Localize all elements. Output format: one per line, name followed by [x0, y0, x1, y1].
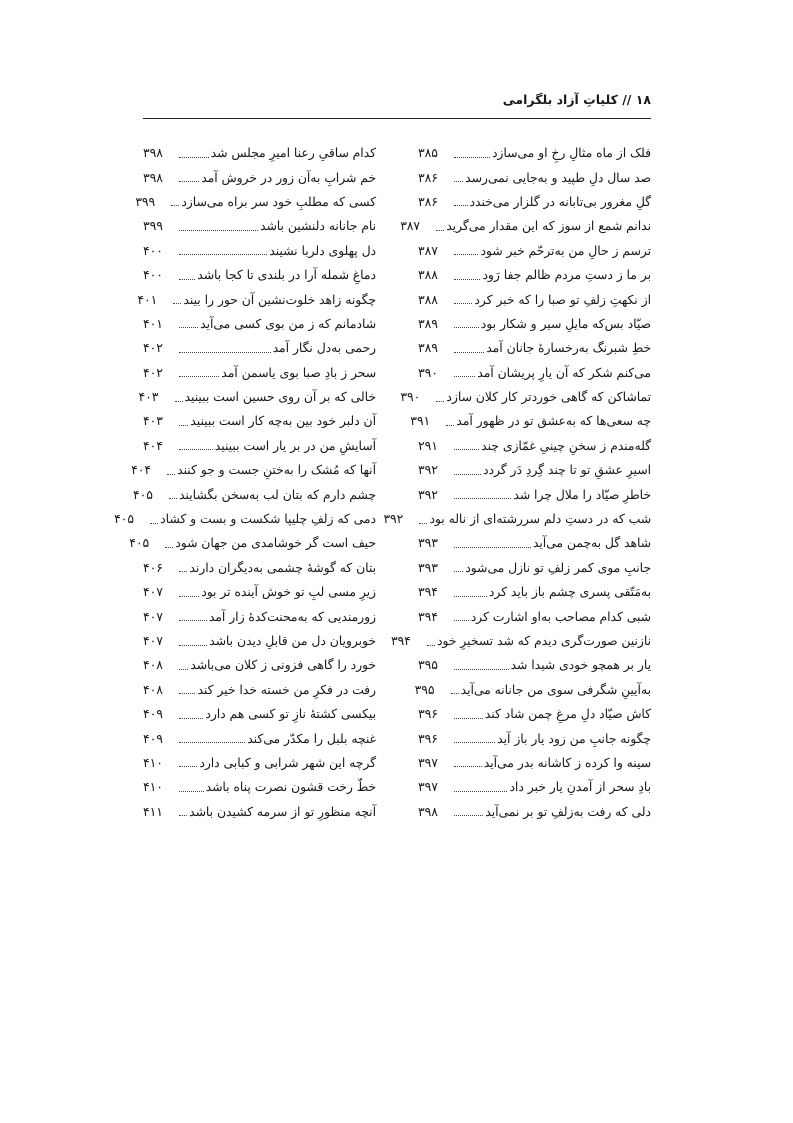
toc-entry	[138, 385, 376, 409]
toc-entry-title: فلک از ماه مثالِ رخِ او می‌سازد	[491, 146, 651, 161]
dot-leader	[454, 250, 478, 255]
toc-entry-page-number: ۴۰۸	[143, 658, 163, 673]
dot-leader	[179, 738, 245, 743]
toc-entry-title: رفت در فکرِ من خسته خدا خیر کند	[197, 682, 376, 697]
dot-leader	[454, 567, 463, 572]
toc-entry-title: اسیرِ عشقِ تو تا چند گِردِ دَر گردد	[483, 463, 651, 478]
toc-entry-page-number: ۳۹۵	[418, 658, 438, 673]
dot-leader	[179, 372, 219, 377]
toc-entry	[143, 726, 376, 750]
toc-entry-page-number: ۴۰۶	[143, 560, 163, 575]
toc-entry-page-number: ۴۰۰	[143, 268, 163, 283]
toc-entry	[143, 629, 376, 653]
toc-entry	[143, 165, 376, 189]
toc-entry	[400, 214, 651, 238]
toc-entry-title: شب که در دستِ دلم سررشته‌ای از ناله بود	[429, 512, 651, 527]
toc-entry	[418, 263, 651, 287]
dot-leader	[454, 616, 469, 621]
toc-entry-title: بتان که گوشۀ چشمی به‌دیگران دارند	[189, 560, 376, 575]
toc-entry-page-number: ۳۹۷	[418, 755, 438, 770]
dot-leader	[167, 470, 175, 475]
toc-entry	[143, 653, 376, 677]
toc-entry-title: شادمانم که ز من بوی کسی می‌آید	[200, 316, 376, 331]
toc-entry-title: گرچه این شهر شرابی و کبابی دارد	[199, 755, 376, 770]
toc-entry	[418, 239, 651, 263]
toc-entry-title: صیّاد بس‌که مایلِ سیر و شکار بود	[480, 316, 651, 331]
toc-entry	[418, 580, 651, 604]
toc-entry-title: گلِ مغرور بی‌تابانه در گلزار می‌خندد	[469, 194, 651, 209]
toc-entry-title: رحمی به‌دل نگار آمد	[272, 341, 376, 356]
toc-entry	[143, 312, 376, 336]
toc-entry-page-number: ۳۸۹	[418, 341, 438, 356]
toc-entry-page-number: ۲۹۱	[418, 438, 438, 453]
dot-leader	[179, 665, 188, 670]
dot-leader	[454, 787, 507, 792]
toc-entry-title: دمی که زلفِ چلیپا شکست و بست و کشاد	[160, 512, 376, 527]
toc-entry-title: گله‌مندم ز سخنِ چینیِ غمّازی چند	[481, 438, 651, 453]
toc-entry-title: دماغِ شمله آرا در بلندی تا کجا باشد	[197, 268, 376, 283]
dot-leader	[150, 519, 158, 524]
dot-leader	[179, 689, 195, 694]
toc-entry-title: دلی که رفت به‌زلفِ تو بر نمی‌آید	[485, 804, 651, 819]
toc-entry	[383, 507, 651, 531]
toc-entry-page-number: ۴۱۰	[143, 755, 163, 770]
toc-entry-page-number: ۴۰۱	[143, 316, 163, 331]
toc-entry-title: نازنین صورت‌گری دیدم که شد تسخیرِ خود	[436, 634, 651, 648]
dot-leader	[179, 348, 271, 353]
toc-entry-title: غنچه بلبل را مکدّر می‌کند	[247, 731, 376, 746]
toc-entry-title: به‌آیینِ شگرفی سوی من جانانه می‌آید	[460, 682, 651, 697]
toc-entry-page-number: ۳۸۷	[418, 243, 438, 258]
toc-entry-page-number: ۳۹۴	[390, 634, 411, 648]
toc-entry-page-number: ۴۰۸	[143, 682, 163, 697]
dot-leader	[454, 494, 511, 499]
toc-entry	[143, 263, 376, 287]
toc-entry	[143, 336, 376, 360]
toc-entry	[390, 629, 651, 653]
toc-entry-page-number: ۳۹۶	[418, 707, 438, 722]
toc-column-left	[114, 141, 376, 824]
toc-entry	[418, 336, 651, 360]
dot-leader	[179, 714, 203, 719]
toc-entry-page-number: ۴۰۵	[129, 536, 150, 551]
toc-entry	[400, 385, 651, 409]
toc-entry	[418, 190, 651, 214]
dot-leader	[454, 762, 482, 767]
toc-entry-title: ندانم شمع از سوز که این مقدار می‌گرید	[446, 219, 651, 234]
toc-entry	[418, 434, 651, 458]
toc-entry-title: بیکسی کشتۀ نازِ تو کسی هم دارد	[205, 707, 376, 722]
toc-entry-title: چشم دارم که بتان لب به‌سخن بگشایند	[179, 487, 376, 502]
toc-entry-page-number: ۴۰۹	[143, 731, 163, 746]
toc-entry-title: خوبرویان دل من قابلِ دیدن باشد	[209, 634, 376, 648]
toc-entry-page-number: ۴۰۳	[138, 390, 159, 405]
toc-entry-page-number: ۴۰۷	[143, 634, 163, 648]
toc-entry-page-number: ۳۸۸	[418, 292, 438, 307]
toc-entry-page-number: ۴۰۵	[114, 512, 134, 527]
toc-entry-title: خورد را گاهی فزونی ز کلان می‌باشد	[190, 658, 376, 673]
toc-entry	[418, 458, 651, 482]
toc-entry-page-number: ۳۹۹	[135, 194, 156, 209]
toc-entry-title: تماشاکن که گاهی خوردتر کار کلان سازد	[446, 390, 651, 405]
dot-leader	[454, 153, 490, 158]
dot-leader	[427, 641, 435, 646]
toc-entry-title: صد سال دلِ طپید و به‌جایی نمی‌رسد	[465, 170, 651, 185]
toc-entry	[418, 775, 651, 799]
toc-entry-title: آنها که مُشک را به‌ختنِ جست و جو کنند	[177, 463, 376, 478]
toc-entry-page-number: ۴۰۵	[133, 487, 153, 502]
dot-leader	[454, 372, 475, 377]
dot-leader	[436, 226, 444, 231]
dot-leader	[179, 762, 197, 767]
toc-entry	[418, 604, 651, 628]
dot-leader	[179, 616, 207, 621]
dot-leader	[173, 299, 181, 304]
toc-entry	[143, 775, 376, 799]
toc-entry-page-number: ۳۸۸	[418, 268, 438, 283]
toc-entry	[418, 312, 651, 336]
toc-entry	[418, 726, 651, 750]
dot-leader	[454, 445, 479, 450]
toc-entry-title: آسایشِ من در بر یار است ببینید	[214, 438, 376, 453]
toc-entry-title: چگونه جانبِ من زود یار باز آید	[497, 731, 651, 746]
dot-leader	[436, 397, 444, 402]
running-header: ۱۸ // کلیاتِ آزاد بلگرامی	[502, 92, 651, 107]
toc-entry	[114, 507, 376, 531]
toc-entry	[137, 287, 376, 311]
toc-entry	[418, 751, 651, 775]
toc-entry-page-number: ۴۰۱	[137, 292, 158, 307]
toc-entry-page-number: ۴۰۲	[143, 365, 163, 380]
toc-entry	[418, 702, 651, 726]
toc-entry-title: سینه وا کرده ز کاشانه بدر می‌آید	[483, 755, 651, 770]
dot-leader	[454, 738, 495, 743]
toc-entry-page-number: ۳۹۳	[418, 560, 438, 575]
toc-entry-title: ترسم ز حالِ من به‌ترحّم خبر شود	[480, 243, 651, 258]
toc-entry-page-number: ۳۹۲	[418, 463, 438, 478]
toc-entry-title: سحر ز بادِ صبا بوی یاسمن آمد	[221, 365, 376, 380]
dot-leader	[454, 592, 487, 597]
toc-entry-page-number: ۳۹۰	[400, 390, 421, 405]
dot-leader	[179, 275, 195, 280]
dot-leader	[451, 689, 459, 694]
toc-entry	[143, 409, 376, 433]
dot-leader	[454, 299, 472, 304]
toc-entry	[143, 604, 376, 628]
toc-entry-page-number: ۳۹۳	[418, 536, 438, 551]
toc-entry-title: جانبِ موی کمر زلفِ تو نازل می‌شود	[465, 560, 651, 575]
toc-entry-page-number: ۳۹۸	[418, 804, 438, 819]
toc-entry	[143, 800, 376, 824]
toc-entry-page-number: ۳۹۸	[143, 146, 163, 161]
dot-leader	[179, 421, 188, 426]
dot-leader	[454, 275, 480, 280]
dot-leader	[454, 470, 481, 475]
dot-leader	[419, 519, 427, 524]
toc-entry-page-number: ۳۹۵	[414, 682, 435, 697]
toc-entry	[418, 482, 651, 506]
toc-entry-title: به‌مَتّقی پسری چشم باز باید کرد	[488, 585, 651, 600]
toc-column-right	[383, 141, 651, 824]
toc-entry	[143, 556, 376, 580]
dot-leader	[175, 397, 183, 402]
toc-entry-title: زورمندیی که به‌محنت‌کدۀ زار آمد	[208, 609, 376, 624]
dot-leader	[179, 445, 213, 450]
toc-entry-title: آنچه منظورِ تو از سرمه کشیدن باشد	[189, 804, 376, 819]
toc-entry-page-number: ۴۰۰	[143, 243, 163, 258]
dot-leader	[454, 348, 484, 353]
dot-leader	[179, 153, 209, 158]
toc-entry-title: شبی کدام مصاحب به‌او اشارت کرد	[470, 609, 651, 624]
toc-entry-page-number: ۳۹۰	[418, 365, 438, 380]
toc-entry-page-number: ۴۰۲	[143, 341, 163, 356]
header-rule	[143, 118, 651, 119]
toc-entry-title: خطِ شبرنگ به‌رخسارۀ جانان آمد	[486, 341, 651, 356]
dot-leader	[179, 787, 204, 792]
toc-entry-title: خالی که بر آن روی حسین است ببینید	[184, 390, 376, 405]
toc-entry	[135, 190, 376, 214]
toc-entry-page-number: ۳۹۸	[143, 170, 163, 185]
toc-entry-title: کدام ساقیِ رعنا امیرِ مجلس شد	[210, 146, 376, 161]
dot-leader	[165, 543, 173, 548]
dot-leader	[454, 201, 468, 206]
toc-entry	[143, 239, 376, 263]
dot-leader	[179, 567, 187, 572]
toc-entry-title: کسی که مطلبِ خود سر براه می‌سازد	[181, 194, 376, 209]
dot-leader	[454, 323, 479, 328]
toc-entry	[129, 531, 376, 555]
toc-entry-page-number: ۴۱۱	[143, 804, 163, 819]
toc-entry-title: بر ما ز دستِ مردم ظالم جفا رَود	[482, 268, 651, 283]
toc-entry-page-number: ۳۹۲	[383, 512, 404, 527]
toc-entry	[143, 678, 376, 702]
toc-entry-title: بادِ سحر از آمدنِ یار خبر داد	[509, 780, 651, 795]
toc-entry	[418, 531, 651, 555]
toc-entry-title: می‌کنم شکر که آن یارِ پریشان آمد	[477, 365, 651, 380]
dot-leader	[179, 250, 267, 255]
dot-leader	[179, 641, 207, 646]
dot-leader	[454, 714, 483, 719]
toc-entry	[418, 165, 651, 189]
toc-entry-page-number: ۴۰۴	[131, 463, 151, 478]
toc-entry-page-number: ۴۰۷	[143, 609, 163, 624]
toc-entry	[143, 214, 376, 238]
toc-entry-page-number: ۴۱۰	[143, 780, 163, 795]
dot-leader	[179, 323, 198, 328]
dot-leader	[179, 226, 258, 231]
dot-leader	[454, 665, 509, 670]
toc-entry-title: دل پهلوی دلربا نشیند	[269, 243, 376, 258]
toc-entry-title: خاطرِ صیّاد را ملال چرا شد	[513, 487, 651, 502]
toc-entry	[143, 580, 376, 604]
toc-entry-page-number: ۴۰۳	[143, 414, 163, 429]
dot-leader	[179, 811, 187, 816]
toc-entry	[418, 653, 651, 677]
dot-leader	[454, 543, 531, 548]
toc-entry	[410, 409, 651, 433]
dot-leader	[454, 811, 483, 816]
toc-entry	[418, 361, 651, 385]
toc-entry-title: کاش صیّاد دلِ مرغِ چمن شاد کند	[484, 707, 651, 722]
toc-entry	[414, 678, 651, 702]
toc-entry-title: زیرِ مسی لبِ تو خوش آینده تر بود	[201, 585, 376, 600]
toc-entry	[418, 141, 651, 165]
toc-entry-page-number: ۳۹۷	[418, 780, 438, 795]
toc-entry	[418, 287, 651, 311]
dot-leader	[454, 177, 463, 182]
toc-entry	[143, 361, 376, 385]
toc-entry-page-number: ۳۸۵	[418, 146, 438, 161]
toc-entry-title: یار بر همچو خودی شیدا شد	[510, 658, 651, 673]
toc-entry-page-number: ۴۰۹	[143, 707, 163, 722]
dot-leader	[171, 201, 179, 206]
toc-entry-page-number: ۳۹۱	[410, 414, 431, 429]
toc-entry	[131, 458, 376, 482]
toc-entry-title: نام جانانه دلنشین باشد	[260, 219, 376, 234]
toc-entry-title: خطّ رخت قشون نصرت پناه باشد	[205, 780, 376, 795]
toc-entry-title: شاهد گل به‌چمن می‌آید	[532, 536, 651, 551]
toc-entry	[418, 556, 651, 580]
toc-entry-page-number: ۳۹۴	[418, 585, 438, 600]
toc-entry	[418, 800, 651, 824]
dot-leader	[446, 421, 454, 426]
dot-leader	[169, 494, 177, 499]
toc-entry	[143, 434, 376, 458]
toc-entry-page-number: ۳۹۴	[418, 609, 438, 624]
toc-entry-page-number: ۳۸۶	[418, 170, 438, 185]
toc-entry	[143, 751, 376, 775]
toc-entry-title: از نکهتِ زلفِ تو صبا را که خبر کرد	[474, 292, 651, 307]
toc-entry-title: چگونه زاهد خلوت‌نشین آن حور را بیند	[183, 292, 376, 307]
dot-leader	[179, 592, 199, 597]
toc-entry-title: آن دلبر خود بین به‌چه کار است ببینید	[190, 414, 376, 429]
toc-entry-title: خم شرابِ به‌آن زور در خروش آمد	[201, 170, 376, 185]
toc-entry-page-number: ۳۸۷	[400, 219, 421, 234]
toc-entry	[133, 482, 376, 506]
toc-entry-page-number: ۴۰۴	[143, 438, 163, 453]
toc-entry-title: چه سعی‌ها که به‌عشق تو در ظهور آمد	[456, 414, 651, 429]
toc-entry-page-number: ۳۹۹	[143, 219, 163, 234]
toc-entry	[143, 141, 376, 165]
toc-entry	[143, 702, 376, 726]
toc-entry-page-number: ۴۰۷	[143, 585, 163, 600]
toc-entry-page-number: ۳۸۹	[418, 316, 438, 331]
toc-entry-page-number: ۳۹۲	[418, 487, 438, 502]
toc-entry-page-number: ۳۹۶	[418, 731, 438, 746]
toc-entry-page-number: ۳۸۶	[418, 194, 438, 209]
dot-leader	[179, 177, 199, 182]
toc-entry-title: حیف است گر خوشامدی من جهان شود	[175, 536, 376, 551]
